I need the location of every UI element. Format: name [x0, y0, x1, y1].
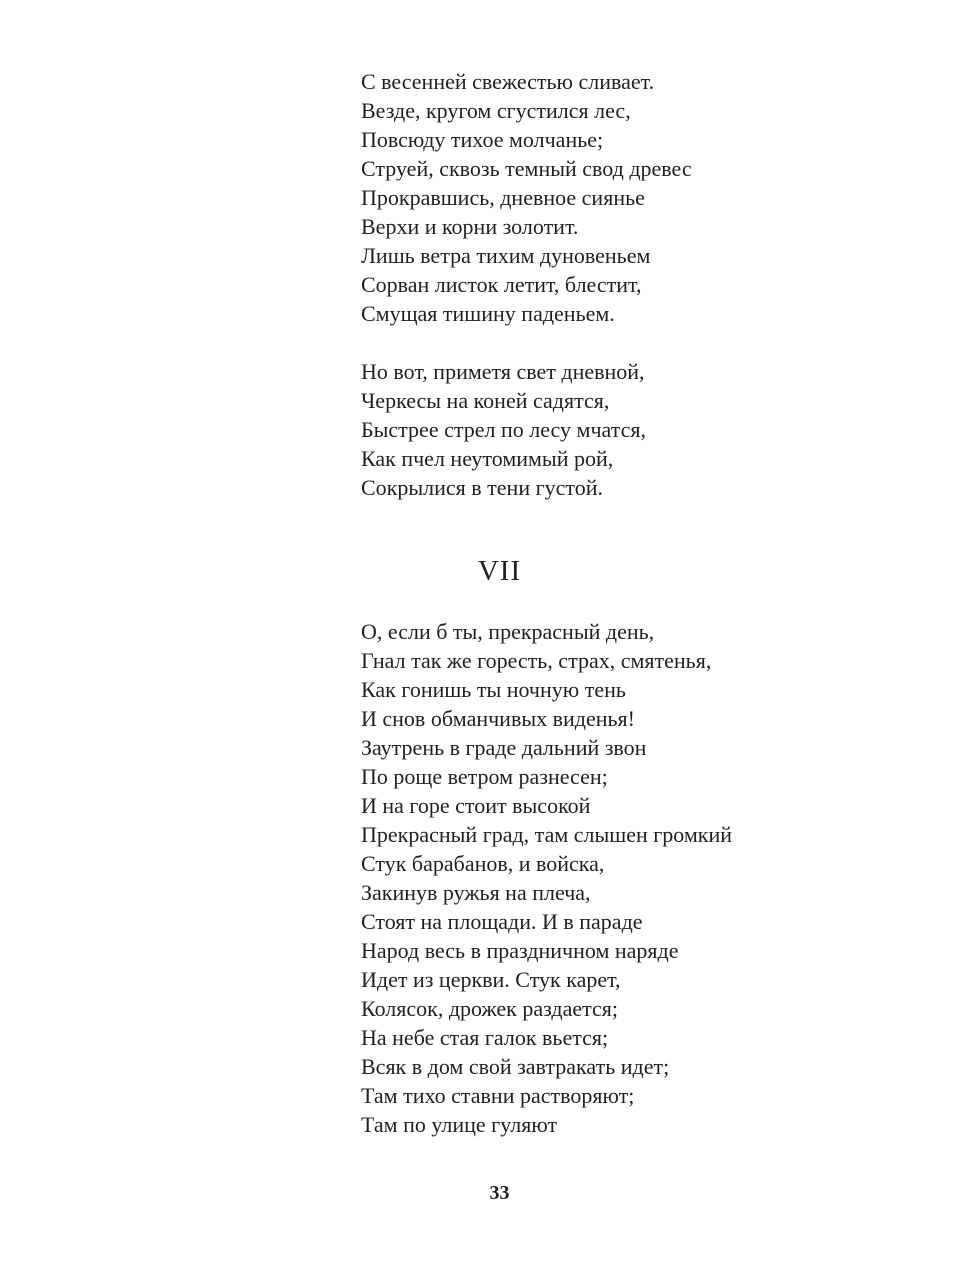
- verse-line: Стук барабанов, и войска,: [361, 851, 605, 876]
- verse-line: Всяк в дом свой завтракать идет;: [361, 1054, 670, 1079]
- verse-line: Сокрылися в тени густой.: [361, 475, 603, 500]
- verse-line: Сорван листок летит, блестит,: [361, 272, 642, 297]
- verse-line: Там по улице гуляют: [361, 1112, 558, 1137]
- verse-line: Быстрее стрел по лесу мчатся,: [361, 417, 646, 442]
- verse-line: Заутрень в граде дальний звон: [361, 735, 647, 760]
- verse-line: Как гонишь ты ночную тень: [361, 677, 626, 702]
- verse-line: Повсюду тихое молчанье;: [361, 127, 604, 152]
- verse-line: Верхи и корни золотит.: [361, 214, 579, 239]
- verse-line: И снов обманчивых виденья!: [361, 706, 635, 731]
- verse-line: Везде, кругом сгустился лес,: [361, 98, 631, 123]
- verse-line: Гнал так же горесть, страх, смятенья,: [361, 648, 712, 673]
- page-number: 33: [489, 1182, 510, 1204]
- stanza: [361, 67, 921, 328]
- verse-line: Там тихо ставни растворяют;: [361, 1083, 635, 1108]
- verse-line: Закинув ружья на плеча,: [361, 880, 591, 905]
- verse-line: Смущая тишину паденьем.: [361, 301, 615, 326]
- chapter-heading: VII: [477, 555, 522, 587]
- verse-line: Струей, сквозь темный свод древес: [361, 156, 692, 181]
- verse-line: Лишь ветра тихим дуновеньем: [361, 243, 651, 268]
- verse-line: И на горе стоит высокой: [361, 793, 591, 818]
- verse-line: По роще ветром разнесен;: [361, 764, 608, 789]
- verse-line: Прекрасный град, там слышен громкий: [361, 822, 733, 847]
- verse-line: Прокравшись, дневное сиянье: [361, 185, 645, 210]
- verse-line: Черкесы на коней садятся,: [361, 388, 610, 413]
- verse-line: Стоят на площади. И в параде: [361, 909, 643, 934]
- verse-line: Колясок, дрожек раздается;: [361, 996, 619, 1021]
- verse-line: Идет из церкви. Стук карет,: [361, 967, 621, 992]
- verse-line: На небе стая галок вьется;: [361, 1025, 609, 1050]
- verse-line: Но вот, приметя свет дневной,: [361, 359, 645, 384]
- verse-line: Как пчел неутомимый рой,: [361, 446, 614, 471]
- stanza: [361, 617, 921, 1139]
- verse-line: Народ весь в праздничном наряде: [361, 938, 679, 963]
- verse-line: С весенней свежестью сливает.: [361, 69, 655, 94]
- verse-line: О, если б ты, прекрасный день,: [361, 619, 655, 644]
- stanza: [361, 357, 921, 502]
